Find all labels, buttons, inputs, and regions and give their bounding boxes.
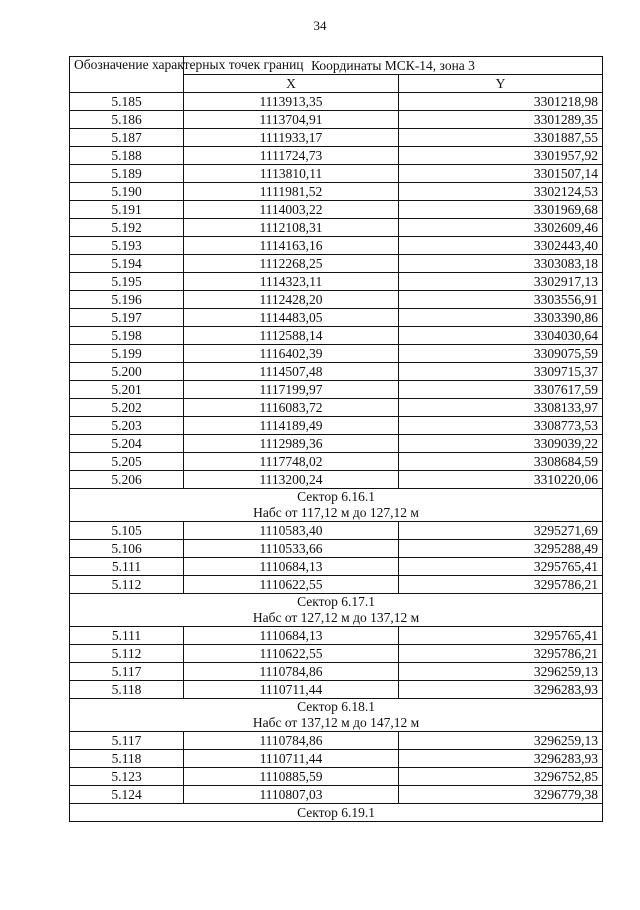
point-designation: 5.118 [70,681,184,699]
sector-heading-row [70,699,603,732]
table-row [70,291,603,309]
point-designation: 5.195 [70,273,184,291]
table-row [70,786,603,804]
y-coordinate: 3308773,53 [399,417,603,435]
point-designation: 5.111 [70,627,184,645]
y-coordinate: 3301957,92 [399,147,603,165]
sector-heading [70,594,603,627]
table-row [70,273,603,291]
y-coordinate: 3304030,64 [399,327,603,345]
y-column-header: Y [399,75,603,93]
x-coordinate: 1110807,03 [184,786,399,804]
x-coordinate: 1111724,73 [184,147,399,165]
y-coordinate: 3301969,68 [399,201,603,219]
table-row [70,732,603,750]
y-coordinate: 3295786,21 [399,576,603,594]
point-designation: 5.191 [70,201,184,219]
x-coordinate: 1110684,13 [184,627,399,645]
x-coordinate: 1117748,02 [184,453,399,471]
point-designation: 5.200 [70,363,184,381]
x-coordinate: 1110711,44 [184,750,399,768]
point-designation: 5.190 [70,183,184,201]
x-coordinate: 1116083,72 [184,399,399,417]
table-row [70,663,603,681]
x-coordinate: 1113913,35 [184,93,399,111]
y-coordinate: 3301887,55 [399,129,603,147]
point-designation: 5.105 [70,522,184,540]
x-coordinate: 1114483,05 [184,309,399,327]
table-row [70,309,603,327]
point-designation: 5.111 [70,558,184,576]
table-row [70,540,603,558]
sector-heading-row [70,594,603,627]
table-row [70,750,603,768]
y-coordinate: 3295765,41 [399,627,603,645]
table-row [70,471,603,489]
point-designation: 5.189 [70,165,184,183]
sector-heading [70,804,603,822]
point-designation: 5.118 [70,750,184,768]
point-designation: 5.186 [70,111,184,129]
y-coordinate: 3302124,53 [399,183,603,201]
point-designation: 5.193 [70,237,184,255]
coordinates-group-header: Координаты МСК-14, зона 3 [184,57,603,75]
x-coordinate: 1110885,59 [184,768,399,786]
table-row [70,363,603,381]
y-coordinate: 3296752,85 [399,768,603,786]
table-row [70,399,603,417]
y-coordinate: 3295765,41 [399,558,603,576]
table-row [70,522,603,540]
table-row [70,255,603,273]
sector-height-range: Набс от 127,12 м до 137,12 м [252,610,420,625]
point-designation: 5.185 [70,93,184,111]
x-coordinate: 1114507,48 [184,363,399,381]
table-row [70,219,603,237]
table-row [70,129,603,147]
sector-height-range: Набс от 117,12 м до 127,12 м [253,505,419,520]
x-coordinate: 1110622,55 [184,645,399,663]
y-coordinate: 3295271,69 [399,522,603,540]
y-coordinate: 3296259,13 [399,732,603,750]
table-row [70,681,603,699]
table-row [70,381,603,399]
x-coordinate: 1117199,97 [184,381,399,399]
x-coordinate: 1112428,20 [184,291,399,309]
point-designation: 5.106 [70,540,184,558]
sector-height-range: Набс от 137,12 м до 147,12 м [252,715,420,730]
table-row [70,645,603,663]
x-coordinate: 1111981,52 [184,183,399,201]
x-coordinate: 1112108,31 [184,219,399,237]
table-row [70,147,603,165]
x-coordinate: 1114189,49 [184,417,399,435]
table-row [70,201,603,219]
coordinates-table [69,56,603,822]
y-coordinate: 3296283,93 [399,750,603,768]
point-designation: 5.202 [70,399,184,417]
point-designation: 5.198 [70,327,184,345]
point-designation: 5.112 [70,576,184,594]
y-coordinate: 3301507,14 [399,165,603,183]
y-coordinate: 3303083,18 [399,255,603,273]
sector-heading-row [70,804,603,822]
point-designation: 5.199 [70,345,184,363]
sector-title: Сектор 6.19.1 [297,804,375,820]
x-coordinate: 1113200,24 [184,471,399,489]
x-coordinate: 1110583,40 [184,522,399,540]
table-row [70,111,603,129]
y-coordinate: 3301218,98 [399,93,603,111]
x-coordinate: 1110622,55 [184,576,399,594]
table-row [70,165,603,183]
y-coordinate: 3302609,46 [399,219,603,237]
point-designation: 5.204 [70,435,184,453]
point-designation: 5.123 [70,768,184,786]
x-coordinate: 1113810,11 [184,165,399,183]
table-body [70,93,603,822]
point-designation-header: Обозначение характерных точек границ [70,57,184,93]
point-designation: 5.196 [70,291,184,309]
table-row [70,627,603,645]
x-coordinate: 1112588,14 [184,327,399,345]
y-coordinate: 3309715,37 [399,363,603,381]
page-number: 34 [313,18,327,33]
y-coordinate: 3303556,91 [399,291,603,309]
y-coordinate: 3296283,93 [399,681,603,699]
table-row [70,93,603,111]
table-row [70,435,603,453]
point-designation: 5.187 [70,129,184,147]
y-coordinate: 3303390,86 [399,309,603,327]
table-row [70,576,603,594]
y-coordinate: 3296779,38 [399,786,603,804]
point-designation: 5.112 [70,645,184,663]
table-row [70,327,603,345]
x-coordinate: 1116402,39 [184,345,399,363]
sector-heading [70,699,603,732]
table-row [70,558,603,576]
x-coordinate: 1114163,16 [184,237,399,255]
sector-heading [70,489,603,522]
table-row [70,453,603,471]
y-coordinate: 3307617,59 [399,381,603,399]
table-row [70,417,603,435]
x-coordinate: 1110533,66 [184,540,399,558]
y-coordinate: 3309039,22 [399,435,603,453]
point-designation: 5.188 [70,147,184,165]
sector-title: Сектор 6.16.1 [297,489,375,504]
x-coordinate: 1112989,36 [184,435,399,453]
x-coordinate: 1111933,17 [184,129,399,147]
point-designation: 5.201 [70,381,184,399]
x-coordinate: 1110684,13 [184,558,399,576]
sector-title: Сектор 6.18.1 [297,699,375,714]
point-designation: 5.194 [70,255,184,273]
x-coordinate: 1114323,11 [184,273,399,291]
x-column-header: X [184,75,399,93]
table-row [70,237,603,255]
x-coordinate: 1112268,25 [184,255,399,273]
y-coordinate: 3309075,59 [399,345,603,363]
y-coordinate: 3302443,40 [399,237,603,255]
point-designation: 5.192 [70,219,184,237]
point-designation: 5.206 [70,471,184,489]
sector-heading-row [70,489,603,522]
point-designation: 5.197 [70,309,184,327]
y-coordinate: 3295786,21 [399,645,603,663]
table-row [70,768,603,786]
point-designation: 5.124 [70,786,184,804]
y-coordinate: 3296259,13 [399,663,603,681]
x-coordinate: 1110784,86 [184,732,399,750]
point-designation: 5.205 [70,453,184,471]
point-designation: 5.117 [70,732,184,750]
point-designation: 5.117 [70,663,184,681]
y-coordinate: 3302917,13 [399,273,603,291]
x-coordinate: 1110784,86 [184,663,399,681]
x-coordinate: 1113704,91 [184,111,399,129]
x-coordinate: 1114003,22 [184,201,399,219]
y-coordinate: 3295288,49 [399,540,603,558]
y-coordinate: 3310220,06 [399,471,603,489]
y-coordinate: 3308684,59 [399,453,603,471]
x-coordinate: 1110711,44 [184,681,399,699]
point-designation: 5.203 [70,417,184,435]
table-row [70,345,603,363]
sector-title: Сектор 6.17.1 [297,594,375,609]
table-row [70,183,603,201]
y-coordinate: 3301289,35 [399,111,603,129]
y-coordinate: 3308133,97 [399,399,603,417]
